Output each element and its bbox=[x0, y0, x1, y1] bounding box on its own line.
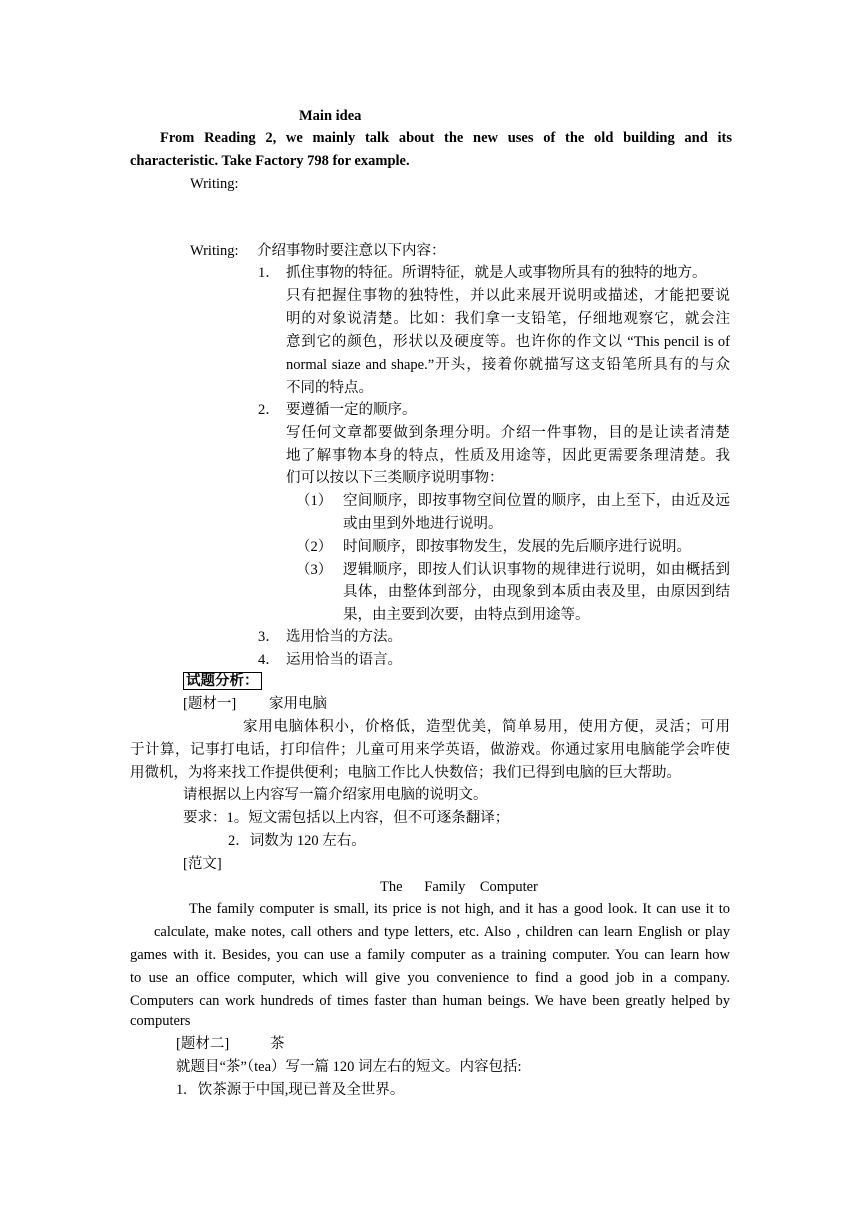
sub-item-2-line: 时间顺序，即按事物发生，发展的先后顺序进行说明。 bbox=[343, 539, 691, 555]
topic-1-body-line: 用微机，为将来找工作提供便利；电脑工作比人快数倍；我们已得到电脑的巨大帮助。 bbox=[130, 765, 681, 781]
item-2-line: 们可以按以下三类顺序说明事物： bbox=[286, 470, 504, 486]
sub-item-1-line: 或由里到外地进行说明。 bbox=[343, 516, 503, 532]
topic-2-label: [题材二] bbox=[176, 1036, 230, 1052]
topic-1-label: [题材一] bbox=[183, 696, 237, 712]
topic-2-instruction: 就题目“茶”（tea）写一篇 120 词左右的短文。内容包括: bbox=[176, 1059, 522, 1075]
sample-essay-label: [范文] bbox=[183, 856, 222, 872]
sample-essay-line: calculate, make notes, call others and type letters, etc. Also , children can learn English or play bbox=[154, 924, 730, 940]
sample-essay-line: to use an office computer, which will give you convenience to find a good job in a company. bbox=[130, 970, 730, 986]
sub-item-1-number: （1） bbox=[296, 493, 333, 509]
item-2-line: 写任何文章都要做到条理分明。介绍一件事物，目的是让读者清楚 bbox=[286, 425, 730, 441]
topic-1-body-line: 于计算，记事打电话，打印信件；儿童可用来学英语，做游戏。你通过家用电脑能学会咋使 bbox=[130, 742, 730, 758]
item-2-line: 地了解事物本身的特点，性质及用途等，因此更需要条理清楚。我 bbox=[286, 448, 730, 464]
item-1-line: 明的对象说清楚。比如：我们拿一支铅笔，仔细地观察它，就会注 bbox=[286, 311, 730, 327]
item-1-line: 抓住事物的特征。所谓特征，就是人或事物所具有的独特的地方。 bbox=[286, 265, 707, 281]
item-3-number: 3． bbox=[258, 629, 280, 645]
main-idea-line-2: characteristic. Take Factory 798 for example. bbox=[130, 153, 410, 169]
sample-essay-title: The Family Computer bbox=[380, 879, 538, 895]
item-4-text: 运用恰当的语言。 bbox=[286, 652, 402, 668]
item-1-line: 只有把握住事物的独特性，并以此来展开说明或描述，才能把要说 bbox=[286, 288, 730, 304]
item-2-title: 要遵循一定的顺序。 bbox=[286, 402, 417, 418]
sub-item-3-line: 逻辑顺序，即按人们认识事物的规律进行说明，如由概括到 bbox=[343, 562, 730, 578]
item-2-number: 2． bbox=[258, 402, 280, 418]
sub-item-3-line: 具体，由整体到部分，由现象到本质由表及里，由原因到结 bbox=[343, 584, 730, 600]
writing-intro: 介绍事物时要注意以下内容： bbox=[257, 243, 446, 259]
sample-essay-line: The family computer is small, its price is not high, and it has a good look. It can use it to bbox=[189, 901, 730, 917]
sub-item-3-line: 果，由主要到次要，由特点到用途等。 bbox=[343, 607, 590, 623]
main-idea-line-1: From Reading 2, we mainly talk about the new uses of the old building and its bbox=[160, 130, 732, 146]
topic-1-body-line: 家用电脑体积小，价格低，造型优美，简单易用，使用方便，灵活；可用 bbox=[243, 719, 730, 735]
sub-item-2-number: （2） bbox=[296, 539, 333, 555]
topic-1-requirement-1: 要求：1。短文需包括以上内容，但不可逐条翻译； bbox=[183, 810, 510, 826]
sub-item-3-number: （3） bbox=[296, 562, 333, 578]
sub-item-1-line: 空间顺序，即按事物空间位置的顺序，由上至下，由近及远 bbox=[343, 493, 730, 509]
item-1-line: 意到它的颜色，形状以及硬度等。也许你的作文以 “This pencil is of bbox=[286, 334, 730, 350]
item-4-number: 4． bbox=[258, 652, 280, 668]
topic-1-instruction: 请根据以上内容写一篇介绍家用电脑的说明文。 bbox=[183, 787, 488, 803]
topic-2-name: 茶 bbox=[270, 1036, 285, 1052]
sample-essay-line: games with it. Besides, you can use a family computer as a training computer. You can learn how bbox=[130, 947, 730, 963]
topic-1-requirement-2: 2．词数为 120 左右。 bbox=[228, 833, 366, 849]
item-1-line: 不同的特点。 bbox=[286, 380, 373, 396]
writing-label-1: Writing: bbox=[190, 176, 239, 192]
analysis-heading-box bbox=[183, 670, 262, 692]
main-idea-heading: Main idea bbox=[299, 108, 362, 124]
topic-2-item-1: 1. 饮茶源于中国,现已普及全世界。 bbox=[176, 1082, 405, 1098]
topic-1-name: 家用电脑 bbox=[269, 696, 327, 712]
item-1-number: 1． bbox=[258, 265, 280, 281]
item-1-line: normal siaze and shape.”开头，接着你就描写这支铅笔所具有的与众 bbox=[286, 357, 730, 373]
sample-essay-line: Computers can work hundreds of times faster than human beings. We have been greatly helped by bbox=[130, 993, 730, 1009]
item-3-text: 选用恰当的方法。 bbox=[286, 629, 402, 645]
sample-essay-line: computers bbox=[130, 1013, 191, 1029]
analysis-heading: 试题分析： bbox=[183, 672, 262, 690]
writing-label-2: Writing: bbox=[190, 243, 239, 259]
